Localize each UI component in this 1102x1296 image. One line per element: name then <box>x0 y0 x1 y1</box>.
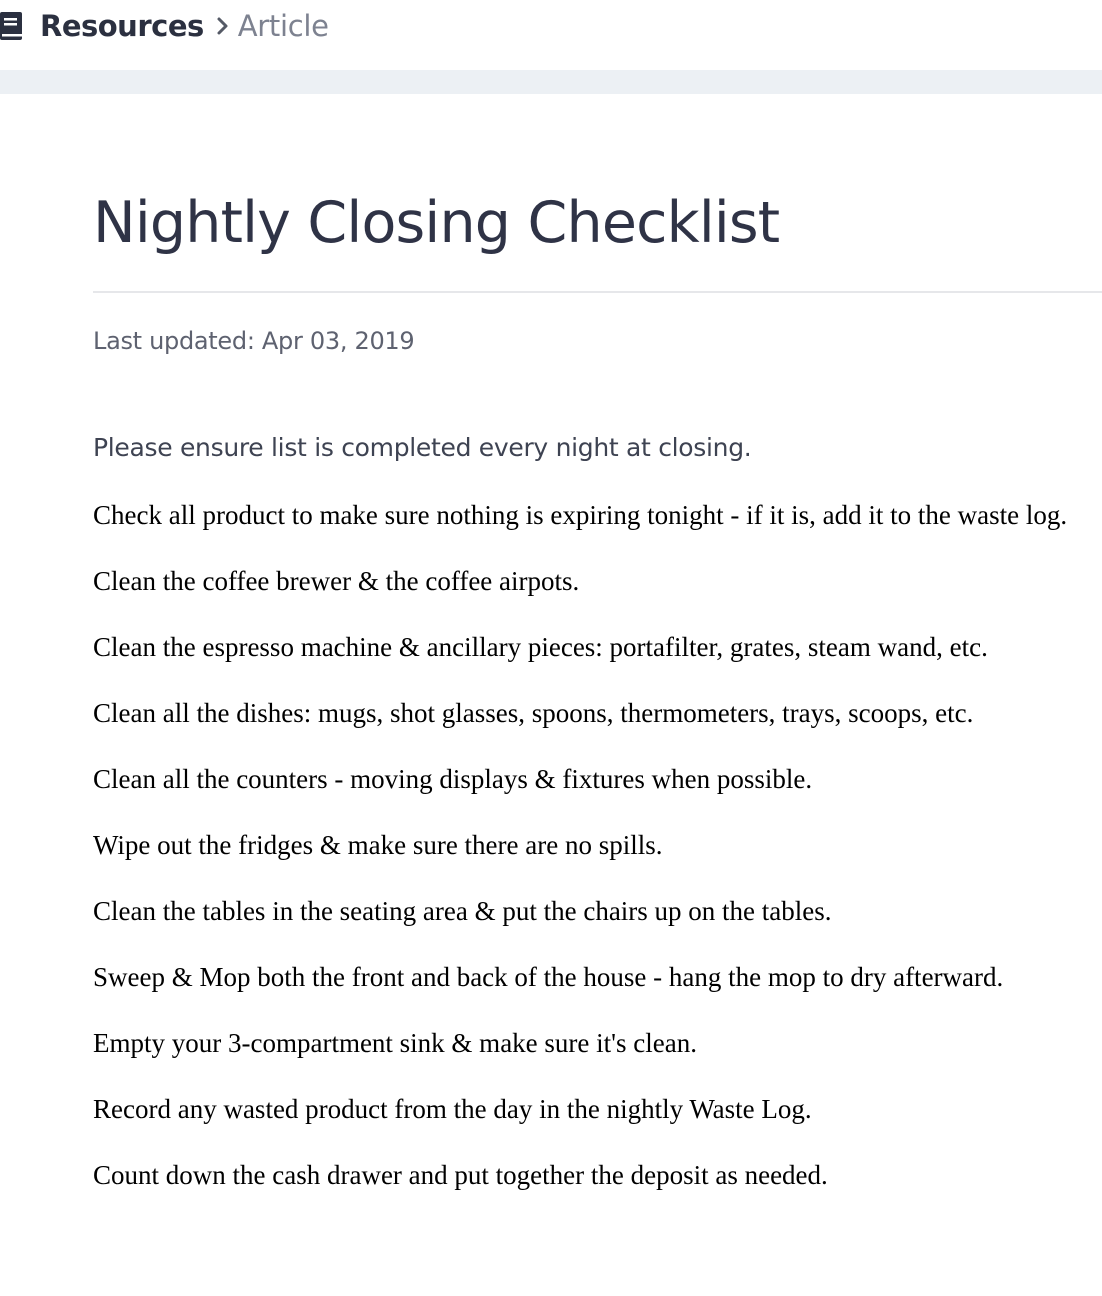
checklist-item: Clean all the counters - moving displays & fixtures when possible. <box>93 764 813 794</box>
checklist-item: Clean the espresso machine & ancillary pieces: portafilter, grates, steam wand, etc. <box>93 632 988 662</box>
breadcrumb-current: Article <box>237 9 329 43</box>
chevron-right-icon <box>216 16 230 36</box>
checklist-item: Clean the tables in the seating area & put the chairs up on the tables. <box>93 896 832 926</box>
checklist-item: Clean the coffee brewer & the coffee airpots. <box>93 566 580 596</box>
checklist-item: Count down the cash drawer and put together the deposit as needed. <box>93 1160 828 1190</box>
checklist <box>93 497 1067 1223</box>
breadcrumb <box>0 0 329 52</box>
last-updated-text: Last updated: Apr 03, 2019 <box>93 327 415 355</box>
checklist-item: Sweep & Mop both the front and back of the house - hang the mop to dry afterward. <box>93 962 1004 992</box>
checklist-item: Record any wasted product from the day in the nightly Waste Log. <box>93 1094 812 1124</box>
checklist-item: Empty your 3-compartment sink & make sure it's clean. <box>93 1028 697 1058</box>
checklist-item: Check all product to make sure nothing is expiring tonight - if it is, add it to the waste log. <box>93 500 1068 530</box>
breadcrumb-resources-link[interactable]: Resources <box>40 9 204 43</box>
page-title: Nightly Closing Checklist <box>93 190 780 256</box>
article-intro: Please ensure list is completed every night at closing. <box>93 433 752 462</box>
checklist-item: Wipe out the fridges & make sure there are no spills. <box>93 830 663 860</box>
header-bar <box>0 70 1102 94</box>
title-divider <box>93 291 1102 293</box>
book-icon <box>0 12 24 40</box>
checklist-item: Clean all the dishes: mugs, shot glasses, spoons, thermometers, trays, scoops, etc. <box>93 698 974 728</box>
